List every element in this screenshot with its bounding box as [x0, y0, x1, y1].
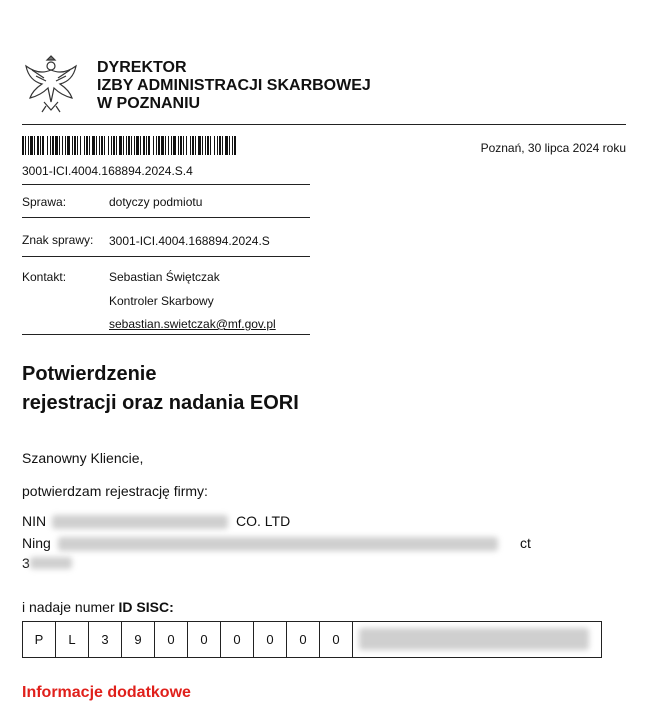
meta-divider: [22, 334, 310, 335]
title-line-2: rejestracji oraz nadania EORI: [22, 392, 299, 414]
eori-cell: P: [23, 622, 56, 657]
meta-divider: [22, 184, 310, 185]
eori-cell: 0: [254, 622, 287, 657]
postal-start: 3: [22, 555, 30, 571]
znak-value: 3001-ICI.4004.168894.2024.S: [109, 234, 270, 248]
redacted-address: [58, 537, 498, 551]
sprawa-label: Sprawa:: [22, 195, 67, 209]
greeting: Szanowny Kliencie,: [22, 450, 144, 466]
org-line-2: IZBY ADMINISTRACJI SKARBOWEJ: [97, 77, 371, 94]
znak-label: Znak sprawy:: [22, 233, 94, 247]
redacted-company-name: [52, 515, 228, 529]
eori-cell: 0: [188, 622, 221, 657]
organization-name: [97, 59, 371, 113]
sprawa-value: dotyczy podmiotu: [109, 195, 203, 209]
barcode: [22, 136, 236, 155]
title-line-1: Potwierdzenie: [22, 363, 157, 385]
kontakt-email-link[interactable]: sebastian.swietczak@mf.gov.pl: [109, 317, 276, 331]
kontakt-label: Kontakt:: [22, 270, 67, 284]
id-intro-label: ID SISC:: [118, 599, 174, 615]
id-intro-text: i nadaje numer: [22, 599, 119, 615]
eori-cell: 0: [221, 622, 254, 657]
kontakt-role: Kontroler Skarbowy: [109, 294, 214, 308]
document-date: Poznań, 30 lipca 2024 roku: [480, 141, 626, 155]
meta-divider: [22, 217, 310, 218]
redacted-eori-cells: [353, 622, 601, 657]
polish-eagle-icon: [22, 52, 80, 116]
reference-number: 3001-ICI.4004.168894.2024.S.4: [22, 164, 193, 178]
org-line-1: DYREKTOR: [97, 59, 187, 76]
company-name-end: CO. LTD: [236, 513, 291, 529]
eori-cell: 0: [287, 622, 320, 657]
redacted-postal-code: [30, 557, 72, 569]
eori-number-grid: [22, 621, 602, 658]
company-name-start: NIN: [22, 513, 47, 529]
document-title: [22, 360, 299, 418]
kontakt-name: Sebastian Świętczak: [109, 270, 220, 284]
additional-info-heading: Informacje dodatkowe: [22, 684, 191, 701]
eori-cell: 0: [155, 622, 188, 657]
confirmation-text: potwierdzam rejestrację firmy:: [22, 483, 208, 499]
eori-cell: 9: [122, 622, 155, 657]
eori-cell: 3: [89, 622, 122, 657]
meta-divider: [22, 256, 310, 257]
redacted-eori-digits: [359, 628, 589, 650]
org-line-3: W POZNANIU: [97, 95, 201, 112]
address-end: ct: [520, 535, 531, 551]
eori-cell: 0: [320, 622, 353, 657]
eori-cell: L: [56, 622, 89, 657]
address-start: Ning: [22, 535, 51, 551]
id-intro: [22, 599, 174, 615]
header-divider: [22, 124, 626, 125]
